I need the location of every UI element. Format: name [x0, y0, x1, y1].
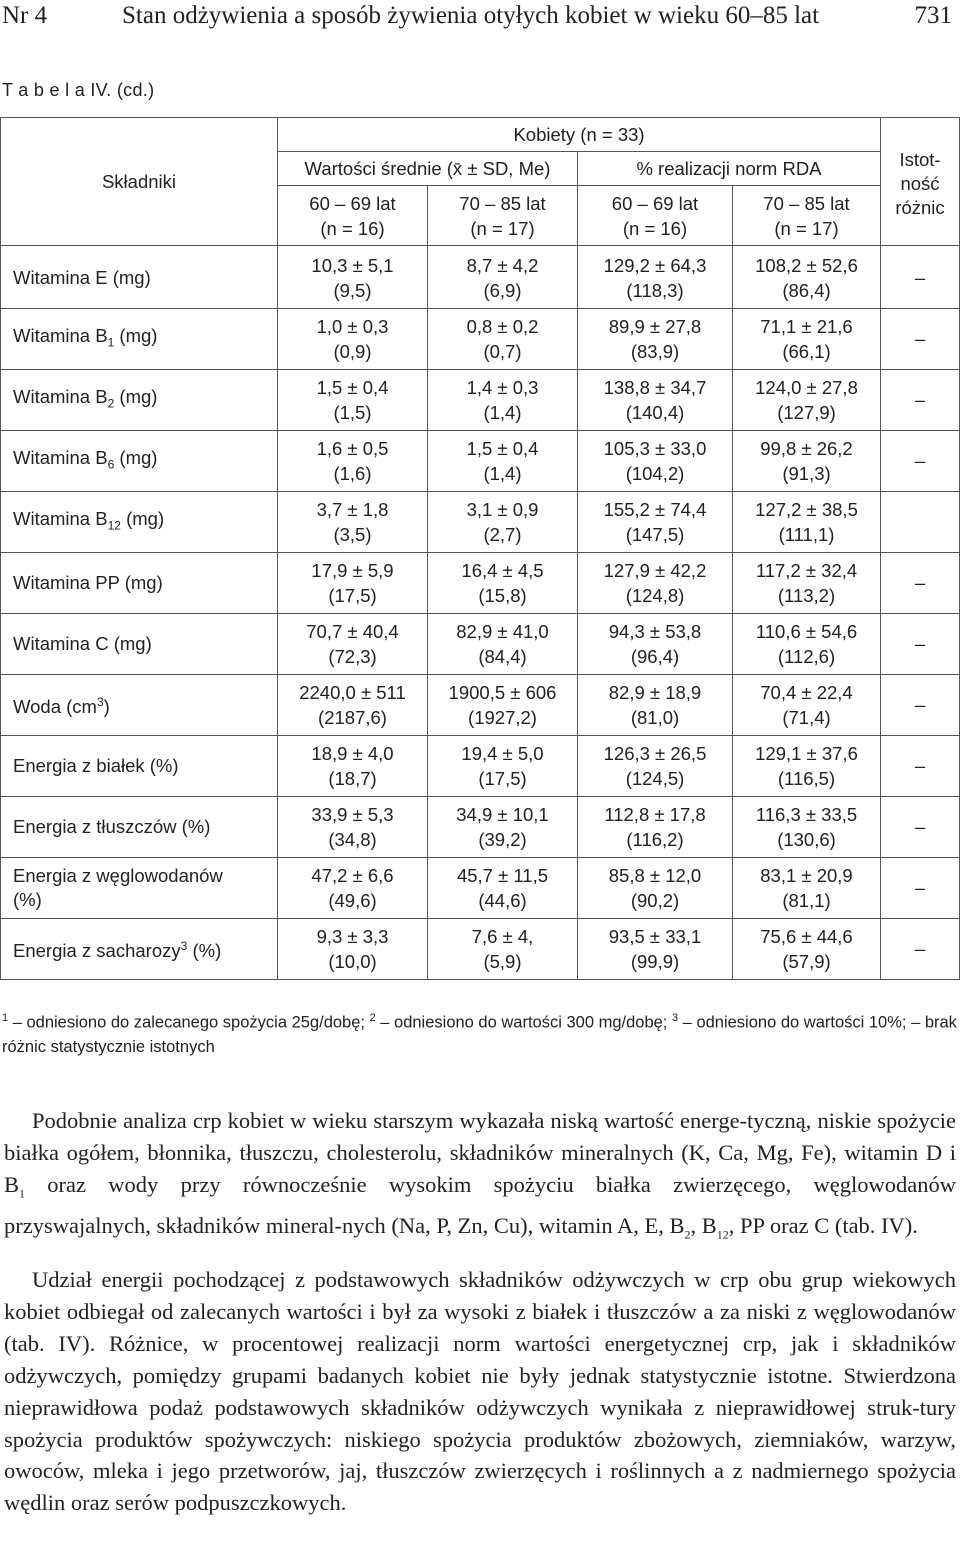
mean-sd: 85,8 ± 12,0: [608, 865, 702, 886]
median: (113,2): [777, 585, 836, 606]
value-cell: [578, 614, 733, 675]
row-label: Woda $(cm^3)$: [1, 675, 278, 736]
value-cell: [578, 919, 733, 980]
value-cell: [578, 492, 733, 553]
mean-sd: 75,6 ± 44,6: [760, 926, 853, 947]
table-row: [1, 614, 960, 675]
value-cell: [428, 553, 578, 614]
median: (44,6): [478, 890, 527, 911]
table-row: [1, 431, 960, 492]
mean-sd: 138,8 ± 34,7: [603, 377, 707, 398]
value-cell: [278, 492, 428, 553]
median: (111,1): [778, 524, 835, 545]
mean-sd: 116,3 ± 33,5: [755, 804, 858, 825]
mean-sd: 9,3 ± 3,3: [316, 926, 389, 947]
table-row: [1, 675, 960, 736]
median: (83,9): [630, 341, 680, 362]
table-row: [1, 553, 960, 614]
median: (84,4): [478, 646, 527, 667]
value-cell: [428, 246, 578, 309]
row-label: Witamina C (mg): [1, 614, 278, 675]
row-label: Witamina E (mg): [1, 246, 278, 309]
subheader-col: 70 – 85 lat (n = 17): [733, 186, 881, 246]
subheader-col: 60 – 69 lat (n = 16): [578, 186, 733, 246]
median: (3,5): [333, 524, 372, 545]
value-cell: [733, 858, 881, 919]
table-row: [1, 797, 960, 858]
mean-sd: 99,8 ± 26,2: [760, 438, 853, 459]
median: (34,8): [328, 829, 377, 850]
mean-sd: 1,6 ± 0,5: [316, 438, 389, 459]
value-cell: [428, 492, 578, 553]
mean-sd: 89,9 ± 27,8: [608, 316, 702, 337]
value-cell: [278, 675, 428, 736]
median: (112,6): [777, 646, 836, 667]
significance-cell: –: [881, 370, 960, 431]
mean-sd: 10,3 ± 5,1: [311, 255, 394, 276]
median: (130,6): [777, 829, 836, 850]
significance-cell: –: [881, 919, 960, 980]
nutrition-table: [0, 117, 960, 980]
median: (1927,2): [468, 707, 537, 728]
median: (124,5): [625, 768, 685, 789]
median: (86,4): [782, 280, 831, 301]
row-label: Witamina $B_{12}$ (mg): [1, 492, 278, 553]
value-cell: [278, 246, 428, 309]
median: (72,3): [328, 646, 377, 667]
median: (17,5): [328, 585, 377, 606]
median: (1,4): [483, 463, 522, 484]
value-cell: [733, 492, 881, 553]
value-cell: [428, 858, 578, 919]
median: (6,9): [483, 280, 522, 301]
value-cell: [578, 246, 733, 309]
median: (10,0): [328, 951, 377, 972]
table-row: [1, 736, 960, 797]
median: (18,7): [328, 768, 377, 789]
significance-cell: –: [881, 553, 960, 614]
row-label: Witamina $B_1$ (mg): [1, 309, 278, 370]
mean-sd: 2240,0 ± 511: [299, 682, 406, 703]
row-label: Energia z węglowodanów (%): [1, 858, 278, 919]
table-row: [1, 246, 960, 309]
page-number: 731: [914, 2, 952, 29]
mean-sd: 16,4 ± 4,5: [461, 560, 544, 581]
median: (1,5): [333, 402, 372, 423]
body-paragraph-2: Udział energii pochodzącej z podstawowych składników odżywczych w crp obu grup wiekowych kobiet odbiegał od zalecanych wartości i był za wysoki z białek i tłuszczów a za niski z węglowodanów (tab. IV). Różnice, w procentowej realizacji norm wartości energetycznej crp, jak i składników odżywczych, pomiędzy grupami badanych kobiet nie były jednak statystycznie istotne. Stwierdzona nieprawidłowa podaż podstawowych składników odżywczych wynikała z nieprawidłowej struk-tury spożycia produktów spożywczych: niskiego spożycia produktów zbożowych, ziemniaków, warzyw, owoców, mleka i jego przetworów, jaj, tłuszczów zwierzęcych i roślinnych a z nadmiernego spożycia wędlin oraz serów podpuszczkowych.: [4, 1267, 956, 1516]
value-cell: [428, 675, 578, 736]
significance-cell: –: [881, 309, 960, 370]
running-title: Stan odżywienia a sposób żywienia otyłych kobiet w wieku 60–85 lat: [122, 2, 820, 29]
significance-cell: –: [881, 797, 960, 858]
mean-sd: 1,4 ± 0,3: [466, 377, 539, 398]
mean-sd: 3,7 ± 1,8: [316, 499, 389, 520]
issue-number: Nr 4: [2, 2, 48, 29]
header-skladniki: Składniki: [1, 118, 278, 246]
table-row: [1, 919, 960, 980]
mean-sd: 34,9 ± 10,1: [456, 804, 549, 825]
mean-sd: 70,4 ± 22,4: [760, 682, 853, 703]
median: (15,8): [478, 585, 527, 606]
table-row: [1, 370, 960, 431]
value-cell: [733, 797, 881, 858]
value-cell: [278, 797, 428, 858]
mean-sd: 1,5 ± 0,4: [466, 438, 539, 459]
body-paragraph-1: Podobnie analiza crp kobiet w wieku starszym wykazała niską wartość energe-tyczną, niskie spożycie białka ogółem, błonnika, tłuszczu, cholesterolu, składników mineralnych (K, Ca, Mg, Fe), witamin D i $B_1$ oraz wody przy równocześnie wysokim spożyciu białka zwierzęcego, węglowodanów przyswajalnych, składników mineral-nych (Na, P, Zn, Cu), witamin A, E, $B_2$, $B_{12}$, PP oraz C (tab. IV).: [4, 1108, 956, 1242]
median: (71,4): [782, 707, 831, 728]
value-cell: [578, 431, 733, 492]
significance-cell: –: [881, 246, 960, 309]
median: (99,9): [630, 951, 680, 972]
table-row: [1, 492, 960, 553]
table-row: [1, 309, 960, 370]
header-rda: % realizacji norm RDA: [578, 152, 881, 186]
mean-sd: 47,2 ± 6,6: [311, 865, 394, 886]
median: (140,4): [625, 402, 685, 423]
significance-cell: –: [881, 858, 960, 919]
value-cell: [428, 614, 578, 675]
mean-sd: 82,9 ± 18,9: [608, 682, 702, 703]
mean-sd: 124,0 ± 27,8: [755, 377, 858, 398]
significance-cell: –: [881, 736, 960, 797]
value-cell: [578, 858, 733, 919]
mean-sd: 1900,5 ± 606: [448, 682, 557, 703]
row-label: Energia z białek (%): [1, 736, 278, 797]
median: (81,1): [782, 890, 831, 911]
significance-cell: –: [881, 431, 960, 492]
mean-sd: 127,9 ± 42,2: [603, 560, 707, 581]
median: (96,4): [630, 646, 680, 667]
value-cell: [278, 919, 428, 980]
median: (1,4): [483, 402, 522, 423]
value-cell: [278, 736, 428, 797]
value-cell: [733, 370, 881, 431]
median: (2,7): [483, 524, 522, 545]
header-significance: Istot- ność różnic: [881, 118, 960, 246]
mean-sd: 18,9 ± 4,0: [311, 743, 394, 764]
median: (5,9): [483, 951, 522, 972]
table-row: [1, 858, 960, 919]
median: (17,5): [478, 768, 527, 789]
mean-sd: 93,5 ± 33,1: [608, 926, 702, 947]
value-cell: [278, 431, 428, 492]
value-cell: [278, 553, 428, 614]
median: (0,9): [333, 341, 372, 362]
mean-sd: 108,2 ± 52,6: [755, 255, 858, 276]
mean-sd: 19,4 ± 5,0: [461, 743, 544, 764]
value-cell: [278, 309, 428, 370]
mean-sd: 83,1 ± 20,9: [760, 865, 853, 886]
value-cell: [578, 736, 733, 797]
significance-cell: –: [881, 675, 960, 736]
median: (81,0): [630, 707, 680, 728]
mean-sd: 33,9 ± 5,3: [311, 804, 394, 825]
median: (91,3): [782, 463, 831, 484]
mean-sd: 7,6 ± 4,: [471, 926, 534, 947]
mean-sd: 17,9 ± 5,9: [311, 560, 394, 581]
value-cell: [278, 614, 428, 675]
mean-sd: 112,8 ± 17,8: [604, 804, 706, 825]
mean-sd: 71,1 ± 21,6: [760, 316, 853, 337]
median: (127,9): [777, 402, 836, 423]
mean-sd: 45,7 ± 11,5: [456, 865, 549, 886]
subheader-col: 70 – 85 lat (n = 17): [428, 186, 578, 246]
value-cell: [733, 309, 881, 370]
mean-sd: 126,3 ± 26,5: [603, 743, 707, 764]
value-cell: [733, 736, 881, 797]
row-label: Witamina PP (mg): [1, 553, 278, 614]
mean-sd: 1,5 ± 0,4: [316, 377, 389, 398]
value-cell: [428, 797, 578, 858]
value-cell: [733, 919, 881, 980]
running-header: [0, 0, 960, 40]
value-cell: [578, 797, 733, 858]
mean-sd: 0,8 ± 0,2: [466, 316, 539, 337]
mean-sd: 8,7 ± 4,2: [466, 255, 539, 276]
median: (116,2): [626, 829, 684, 850]
median: (124,8): [625, 585, 685, 606]
value-cell: [578, 553, 733, 614]
significance-cell: –: [881, 614, 960, 675]
median: (66,1): [782, 341, 831, 362]
header-group: Kobiety (n = 33): [278, 118, 881, 152]
mean-sd: 3,1 ± 0,9: [466, 499, 539, 520]
value-cell: [733, 675, 881, 736]
value-cell: [428, 736, 578, 797]
significance-cell: [881, 492, 960, 553]
mean-sd: 82,9 ± 41,0: [456, 621, 549, 642]
value-cell: [733, 553, 881, 614]
mean-sd: 94,3 ± 53,8: [608, 621, 702, 642]
value-cell: [428, 309, 578, 370]
median: (1,6): [333, 463, 372, 484]
median: (0,7): [483, 341, 522, 362]
value-cell: [428, 431, 578, 492]
row-label: Energia z tłuszczów (%): [1, 797, 278, 858]
median: (57,9): [782, 951, 831, 972]
row-label: Witamina $B_6$ (mg): [1, 431, 278, 492]
subheader-col: 60 – 69 lat (n = 16): [278, 186, 428, 246]
value-cell: [578, 309, 733, 370]
median: (2187,6): [318, 707, 387, 728]
mean-sd: 110,6 ± 54,6: [755, 621, 858, 642]
median: (90,2): [630, 890, 680, 911]
table-caption: T a b e l a IV. (cd.): [2, 80, 155, 100]
mean-sd: 127,2 ± 38,5: [755, 499, 858, 520]
mean-sd: 129,1 ± 37,6: [755, 743, 858, 764]
mean-sd: 105,3 ± 33,0: [603, 438, 707, 459]
row-label: Witamina $B_2$ (mg): [1, 370, 278, 431]
table-body: [1, 246, 960, 980]
value-cell: [428, 370, 578, 431]
value-cell: [278, 370, 428, 431]
mean-sd: 117,2 ± 32,4: [755, 560, 858, 581]
value-cell: [578, 675, 733, 736]
value-cell: [428, 919, 578, 980]
median: (9,5): [333, 280, 372, 301]
mean-sd: 1,0 ± 0,3: [316, 316, 389, 337]
header-means: Wartości średnie (x̄ ± SD, Me): [278, 152, 578, 186]
value-cell: [733, 431, 881, 492]
mean-sd: 129,2 ± 64,3: [603, 255, 707, 276]
median: (116,5): [777, 768, 836, 789]
mean-sd: 155,2 ± 74,4: [603, 499, 707, 520]
median: (39,2): [478, 829, 527, 850]
mean-sd: 70,7 ± 40,4: [306, 621, 399, 642]
value-cell: [278, 858, 428, 919]
value-cell: [578, 370, 733, 431]
table-footnote: $^1$ – odniesiono do zalecanego spożycia 25g/dobę; $^2$ – odniesiono do wartości 300 mg/dobę; $^3$ – odniesiono do wartości 10%; – brak różnic statystycznie istotnych: [2, 1012, 957, 1056]
value-cell: [733, 614, 881, 675]
median: (49,6): [328, 890, 377, 911]
median: (104,2): [625, 463, 685, 484]
median: (118,3): [626, 280, 684, 301]
median: (147,5): [625, 524, 685, 545]
value-cell: [733, 246, 881, 309]
row-label: Energia z sacharozy$^3$ (%): [1, 919, 278, 980]
